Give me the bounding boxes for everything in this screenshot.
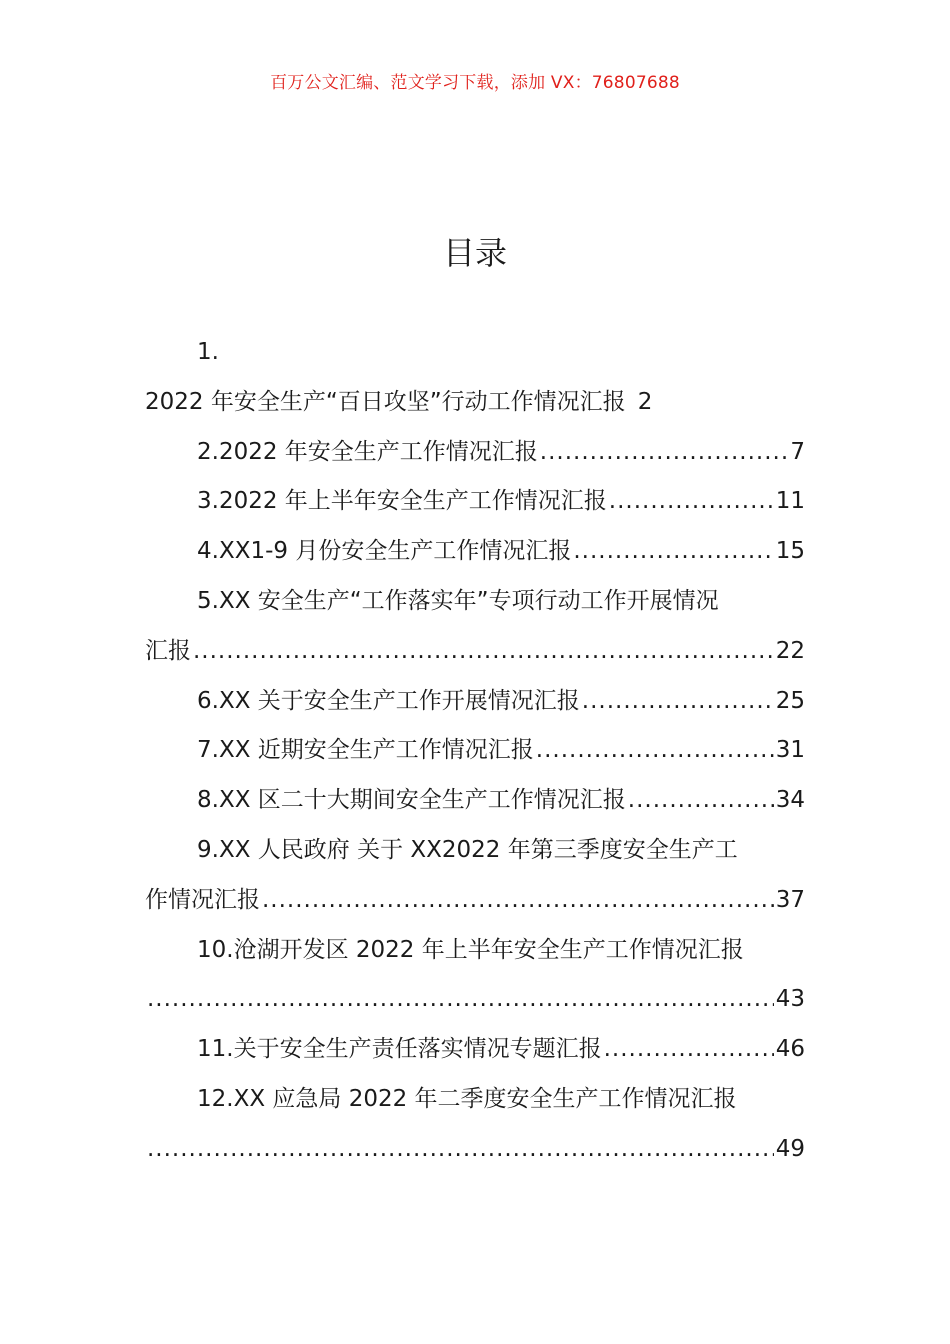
toc-entry-10-line2[interactable] bbox=[145, 975, 805, 1025]
toc-entry-title: 12.XX 应急局 2022 年二季度安全生产工作情况汇报 bbox=[197, 1085, 737, 1112]
toc-entry-1[interactable] bbox=[145, 378, 805, 428]
dot-leader bbox=[147, 975, 774, 1025]
toc-entry-title: 8.XX 区二十大期间安全生产工作情况汇报 bbox=[197, 787, 626, 814]
toc-entry-page: 46 bbox=[775, 1036, 805, 1063]
dot-leader bbox=[604, 1025, 774, 1075]
toc-entry-title: 2022 年安全生产“百日攻坚”行动工作情况汇报 bbox=[145, 388, 626, 415]
toc-entry-2[interactable] bbox=[145, 428, 805, 478]
dot-leader bbox=[582, 677, 774, 727]
dot-leader bbox=[147, 1125, 774, 1175]
toc-entry-page: 31 bbox=[775, 737, 805, 764]
toc-entry-page: 15 bbox=[775, 538, 805, 565]
toc-entry-page: 11 bbox=[775, 488, 805, 515]
toc-entry-page: 34 bbox=[775, 787, 805, 814]
toc-entry-title: 11.关于安全生产责任落实情况专题汇报 bbox=[197, 1036, 602, 1063]
toc-entry-title: 3.2022 年上半年安全生产工作情况汇报 bbox=[197, 488, 607, 515]
toc-entry-title: 7.XX 近期安全生产工作情况汇报 bbox=[197, 737, 534, 764]
toc-entry-number: 1. bbox=[197, 339, 219, 365]
toc-entry-10-line1[interactable] bbox=[145, 926, 805, 976]
toc-entry-page: 37 bbox=[775, 886, 805, 913]
toc-entry-title: 4.XX1-9 月份安全生产工作情况汇报 bbox=[197, 538, 572, 565]
toc-entry-page: 49 bbox=[775, 1135, 805, 1162]
toc-entry-page: 43 bbox=[775, 986, 805, 1013]
toc-entry-5-line1[interactable] bbox=[145, 577, 805, 627]
toc-entry-5-line2[interactable] bbox=[145, 627, 805, 677]
toc-entry-title: 2.2022 年安全生产工作情况汇报 bbox=[197, 438, 538, 465]
toc-entry-title: 5.XX 安全生产“工作落实年”专项行动工作开展情况 bbox=[197, 587, 719, 614]
toc-entry-12-line2[interactable] bbox=[145, 1125, 805, 1175]
dot-leader bbox=[193, 627, 774, 677]
toc-entry-11[interactable] bbox=[145, 1025, 805, 1075]
toc-entry-title: 6.XX 关于安全生产工作开展情况汇报 bbox=[197, 687, 580, 714]
toc-entry-7[interactable] bbox=[145, 726, 805, 776]
dot-leader bbox=[573, 527, 773, 577]
toc-entry-title: 9.XX 人民政府 关于 XX2022 年第三季度安全生产工 bbox=[197, 836, 738, 863]
dot-leader bbox=[262, 876, 774, 926]
toc-entry-6[interactable] bbox=[145, 677, 805, 727]
toc-entry-1-number[interactable] bbox=[145, 328, 805, 378]
toc-entry-3[interactable] bbox=[145, 477, 805, 527]
toc-entry-title-cont: 作情况汇报 bbox=[145, 886, 260, 913]
toc-entry-page: 22 bbox=[775, 637, 805, 664]
toc-entry-page: 7 bbox=[790, 438, 805, 465]
table-of-contents bbox=[145, 328, 805, 1175]
toc-entry-9-line2[interactable] bbox=[145, 876, 805, 926]
toc-entry-title: 10.沧湖开发区 2022 年上半年安全生产工作情况汇报 bbox=[197, 936, 744, 963]
dot-leader bbox=[536, 726, 774, 776]
page-title: 目录 bbox=[442, 234, 507, 272]
toc-entry-page: 25 bbox=[775, 687, 805, 714]
watermark-header: 百万公文汇编、范文学习下载，添加 VX：76807688 bbox=[270, 73, 680, 93]
dot-leader bbox=[628, 776, 774, 826]
dot-leader bbox=[609, 477, 774, 527]
toc-entry-4[interactable] bbox=[145, 527, 805, 577]
toc-entry-title-cont: 汇报 bbox=[145, 637, 191, 664]
toc-entry-12-line1[interactable] bbox=[145, 1075, 805, 1125]
toc-entry-8[interactable] bbox=[145, 776, 805, 826]
toc-entry-9-line1[interactable] bbox=[145, 826, 805, 876]
dot-leader bbox=[540, 428, 789, 478]
toc-entry-page: 2 bbox=[637, 388, 653, 415]
